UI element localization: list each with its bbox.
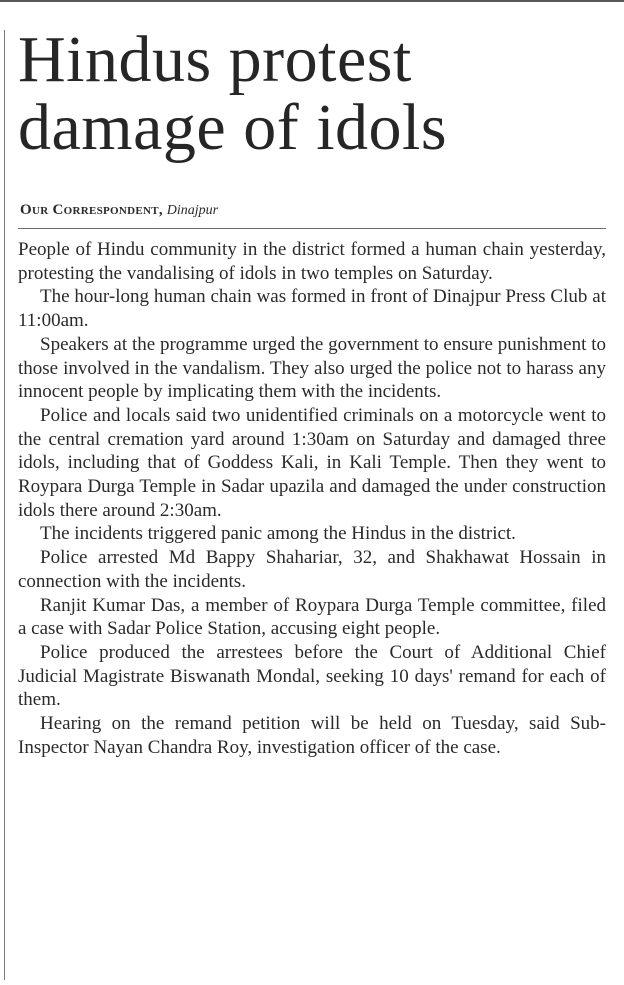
article-paragraph: Police produced the arrestees before the Court of Additional Chief Judicial Magistrate Biswanath Mondal, seeking 10 days' remand for each of them. [18, 641, 606, 711]
article-body [18, 238, 606, 759]
article-paragraph: Hearing on the remand petition will be held on Tuesday, said Sub-Inspector Nayan Chandra Roy, investigation officer of the case. [18, 713, 606, 758]
byline-location: Dinajpur [166, 203, 219, 218]
byline-author: Our Correspondent, [20, 202, 163, 218]
headline: Hindus protest damage of idols [18, 23, 448, 164]
article-paragraph: The hour-long human chain was formed in front of Dinajpur Press Club at 11:00am. [18, 286, 606, 332]
byline-divider [18, 228, 606, 229]
article-paragraph: Ranjit Kumar Das, a member of Roypara Durga Temple committee, filed a case with Sadar Police Station, accusing eight people. [18, 594, 606, 640]
article-paragraph: The incidents triggered panic among the Hindus in the district. [40, 523, 516, 545]
article-paragraph: People of Hindu community in the district formed a human chain yesterday, protesting the vandalising of idols in two temples on Saturday. [18, 239, 606, 284]
article-paragraph: Police and locals said two unidentified criminals on a motorcycle went to the central cremation yard around 1:30am on Saturday and damaged three idols, including that of Goddess Kali, in Kali Temple. Then they went to Roypara Durga Temple in Sadar upazila and damaged the under construction idols there around 2:30am. [18, 404, 606, 521]
article-paragraph: Police arrested Md Bappy Shahariar, 32, and Shakhawat Hossain in connection with the incidents. [18, 547, 606, 592]
column-rule [4, 30, 5, 980]
article-paragraph: Speakers at the programme urged the government to ensure punishment to those involved in the vandalism. They also urged the police not to harass any innocent people by implicating them with the incidents. [18, 333, 606, 403]
byline [20, 200, 218, 221]
top-rule [0, 0, 624, 2]
